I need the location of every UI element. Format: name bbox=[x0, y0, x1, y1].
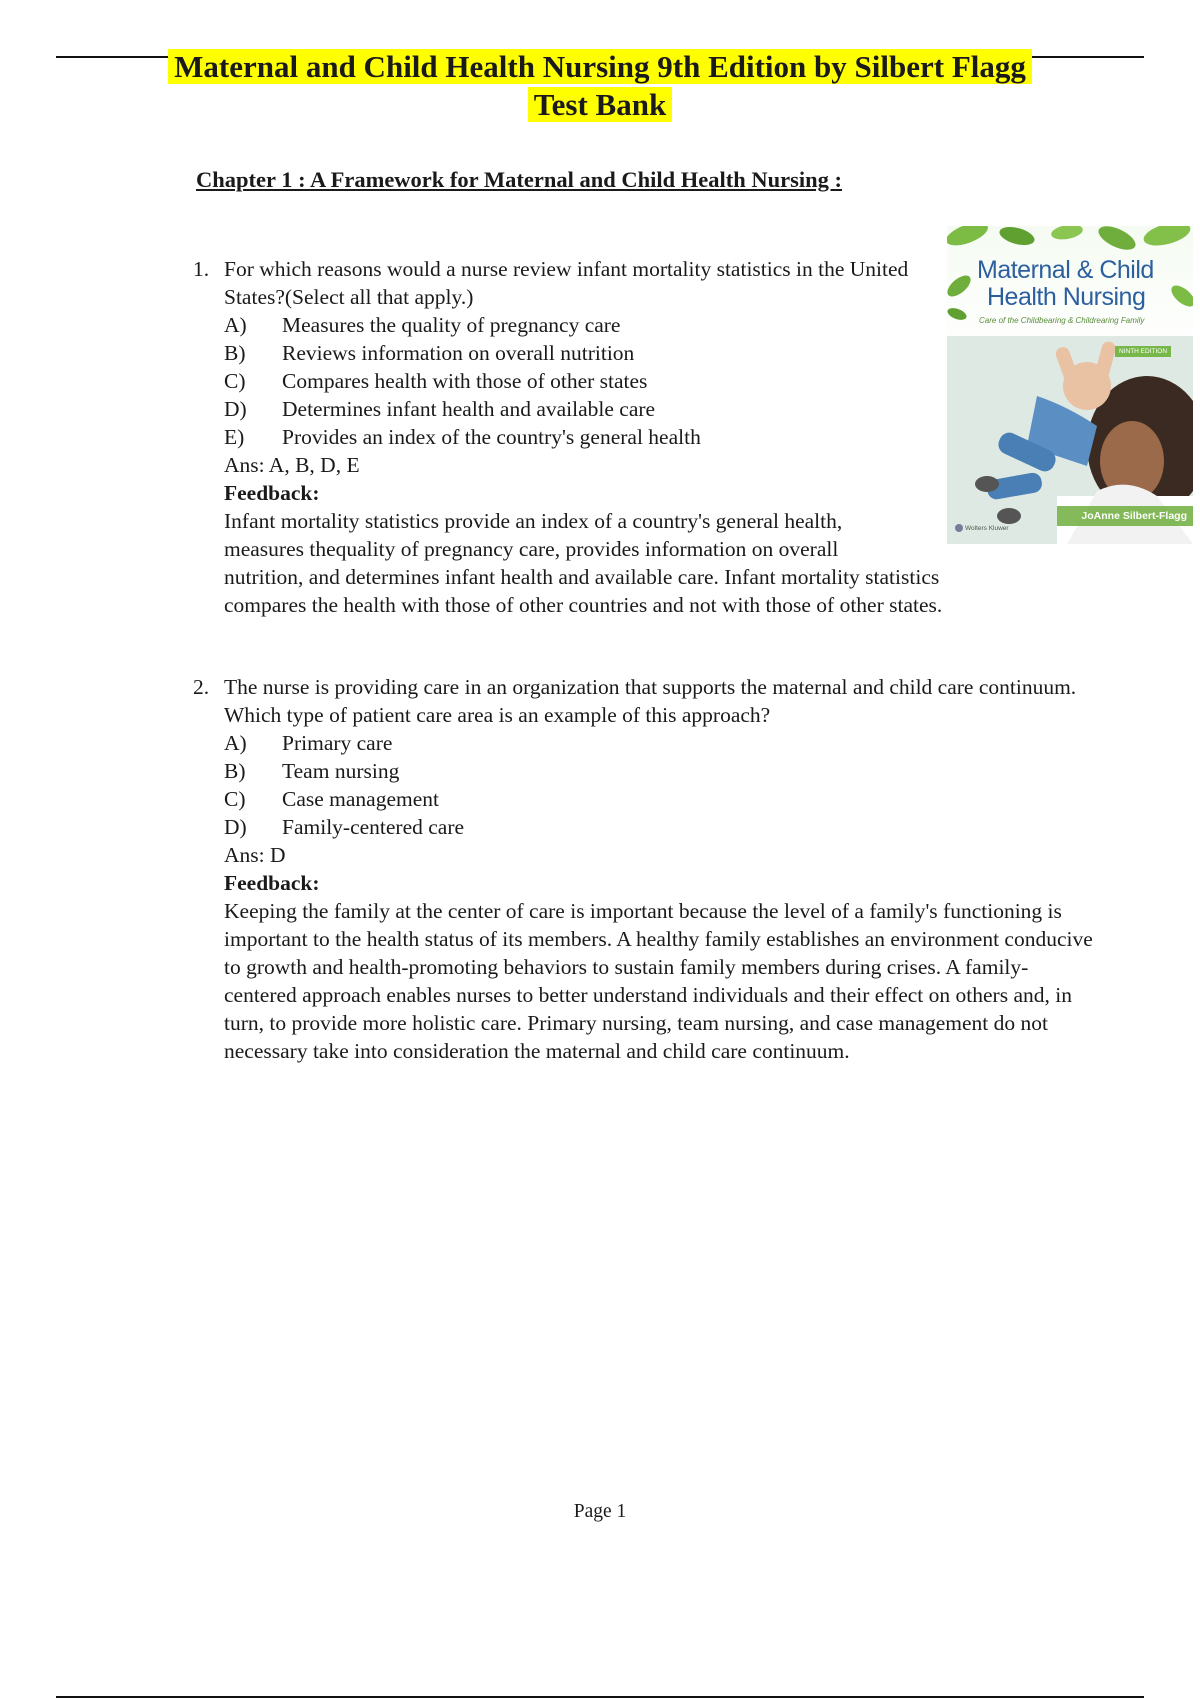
chapter-heading: Chapter 1 : A Framework for Maternal and Child Health Nursing : bbox=[196, 167, 843, 192]
book-cover-image bbox=[947, 226, 1193, 544]
cover-subtitle: Care of the Childbearing & Childrearing Family bbox=[979, 316, 1145, 325]
page-number: Page 1 bbox=[573, 1501, 627, 1522]
title-line-1: Maternal and Child Health Nursing 9th Edition by Silbert Flagg bbox=[168, 49, 1032, 84]
option-e: E) Provides an index of the country's general health bbox=[224, 425, 701, 449]
bottom-rule bbox=[56, 1696, 1144, 1698]
question-text: The nurse is providing care in an organization that supports the maternal and child care continuum. Which type of patient care area is an example of this approach? bbox=[224, 675, 1077, 727]
answer-options bbox=[224, 729, 1093, 841]
feedback-text: Keeping the family at the center of care is important because the level of a family's functioning is important to the health status of its members. A healthy family establishes an environment conducive to growth and health-promoting behaviors to sustain family members during crises. A family-centered approach enables nurses to better understand individuals and their effect on others and, in turn, to provide more holistic care. Primary nursing, team nursing, and case management do not necessary take into consideration the maternal and child care continuum. bbox=[224, 899, 1093, 1063]
answer-options bbox=[224, 311, 933, 451]
answer-key: Ans: A, B, D, E bbox=[224, 453, 360, 477]
option-b: B) Team nursing bbox=[224, 759, 400, 783]
question-number: 1. bbox=[193, 257, 210, 281]
question-2 bbox=[193, 673, 1093, 1065]
question-1 bbox=[193, 255, 943, 619]
option-c: C) Compares health with those of other states bbox=[224, 369, 648, 393]
cover-title-line-1: Maternal & Child bbox=[977, 256, 1154, 284]
option-b: B) Reviews information on overall nutrition bbox=[224, 341, 635, 365]
cover-author: JoAnne Silbert-Flagg bbox=[1081, 510, 1187, 522]
feedback-text: Infant mortality statistics provide an index of a country's general health, measures thequality of pregnancy care, provides information on overall nutrition, and determines infant health and available care. Infant mortality statistics compares the health with those of other countries and not with those of other states. bbox=[224, 509, 943, 617]
title-line-2: Test Bank bbox=[528, 87, 672, 122]
option-c: C) Case management bbox=[224, 787, 440, 811]
option-d: D) Determines infant health and available care bbox=[224, 397, 656, 421]
option-a: A) Measures the quality of pregnancy care bbox=[224, 313, 621, 337]
option-d: D) Family-centered care bbox=[224, 815, 465, 839]
feedback-label: Feedback: bbox=[224, 481, 320, 505]
question-number: 2. bbox=[193, 675, 210, 699]
cover-publisher: Wolters Kluwer bbox=[965, 525, 1009, 532]
answer-key: Ans: D bbox=[224, 843, 286, 867]
cover-title-line-2: Health Nursing bbox=[987, 283, 1146, 311]
question-text: For which reasons would a nurse review infant mortality statistics in the United States?(Select all that apply.) bbox=[224, 257, 909, 309]
cover-edition-badge: NINTH EDITION bbox=[1115, 346, 1171, 357]
feedback-label: Feedback: bbox=[224, 871, 320, 895]
document-title bbox=[60, 48, 1140, 124]
option-a: A) Primary care bbox=[224, 731, 393, 755]
